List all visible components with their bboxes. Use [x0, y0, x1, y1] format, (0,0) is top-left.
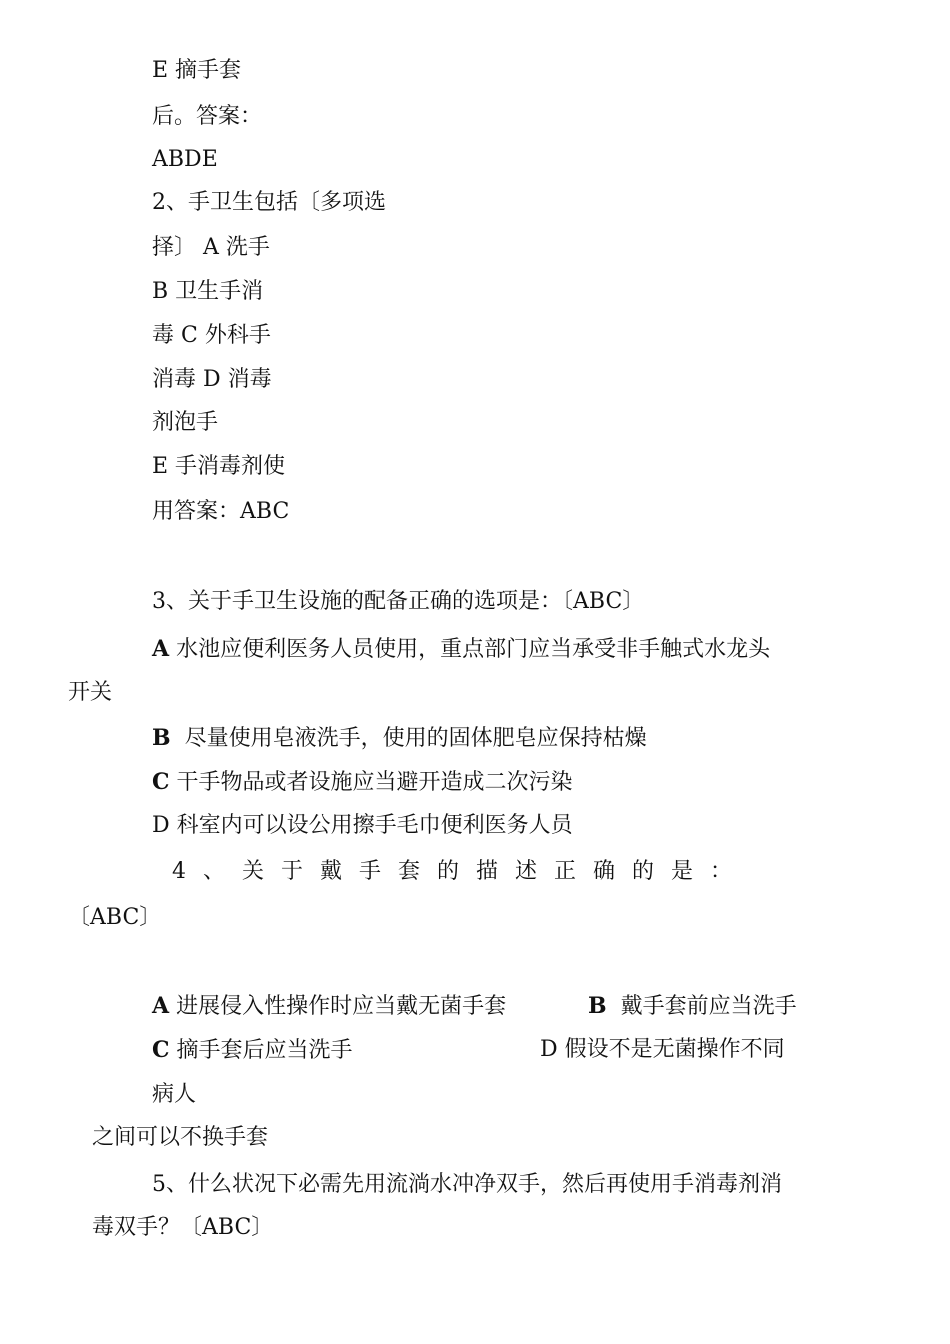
- option-d: D 假设不是无菌操作不同: [540, 1037, 785, 1062]
- question-2: 2、手卫生包括〔多项选: [152, 190, 386, 215]
- answer-line: ABDE: [152, 147, 218, 172]
- text-line: 开关: [68, 680, 113, 705]
- option-letter: B: [588, 993, 607, 1019]
- text-line: 择〕 A 洗手: [152, 235, 270, 260]
- option-text: 水池应便利医务人员使用，重点部门应当承受非手触式水龙头: [176, 637, 771, 662]
- text-line: 毒双手？〔ABC〕: [92, 1215, 274, 1240]
- question-4: 4、关于戴手套的描述正确的是：: [172, 859, 749, 884]
- option-text: 进展侵入性操作时应当戴无菌手套: [176, 994, 507, 1019]
- answer-line: 用答案：ABC: [152, 499, 290, 524]
- option-text: 干手物品或者设施应当避开造成二次污染: [176, 770, 573, 795]
- option-c: [152, 1035, 353, 1066]
- text-line: E 摘手套: [152, 58, 242, 83]
- text-line: E 手消毒剂使: [152, 454, 286, 479]
- option-text: 戴手套前应当洗手: [620, 994, 797, 1019]
- text-line: 病人: [152, 1082, 197, 1107]
- question-3: 3、关于手卫生设施的配备正确的选项是：〔ABC〕: [152, 589, 645, 614]
- option-a: [152, 634, 770, 665]
- option-b: [152, 723, 647, 754]
- text-line: 消毒 D 消毒: [152, 367, 272, 392]
- option-letter: A: [152, 993, 170, 1019]
- option-letter: C: [152, 769, 170, 795]
- option-c: [152, 767, 573, 798]
- text-line: 毒 C 外科手: [152, 323, 271, 348]
- option-letter: C: [152, 1037, 170, 1063]
- text-line: 后。答案：: [152, 104, 263, 129]
- option-b: [588, 991, 797, 1022]
- question-5: 5、什么状况下必需先用流淌水冲净双手，然后再使用手消毒剂消: [152, 1172, 782, 1197]
- text-line: B 卫生手消: [152, 279, 264, 304]
- text-line: 剂泡手: [152, 410, 219, 435]
- option-text: 摘手套后应当洗手: [176, 1038, 353, 1063]
- option-letter: A: [152, 636, 170, 662]
- answer-line: 〔ABC〕: [68, 905, 162, 930]
- option-letter: B: [152, 725, 171, 751]
- option-text: 尽量使用皂液洗手，使用的固体肥皂应保持枯燥: [184, 726, 647, 751]
- text-line: 之间可以不换手套: [92, 1125, 269, 1150]
- option-d: D 科室内可以设公用擦手毛巾便利医务人员: [152, 813, 573, 838]
- option-a: [152, 991, 506, 1022]
